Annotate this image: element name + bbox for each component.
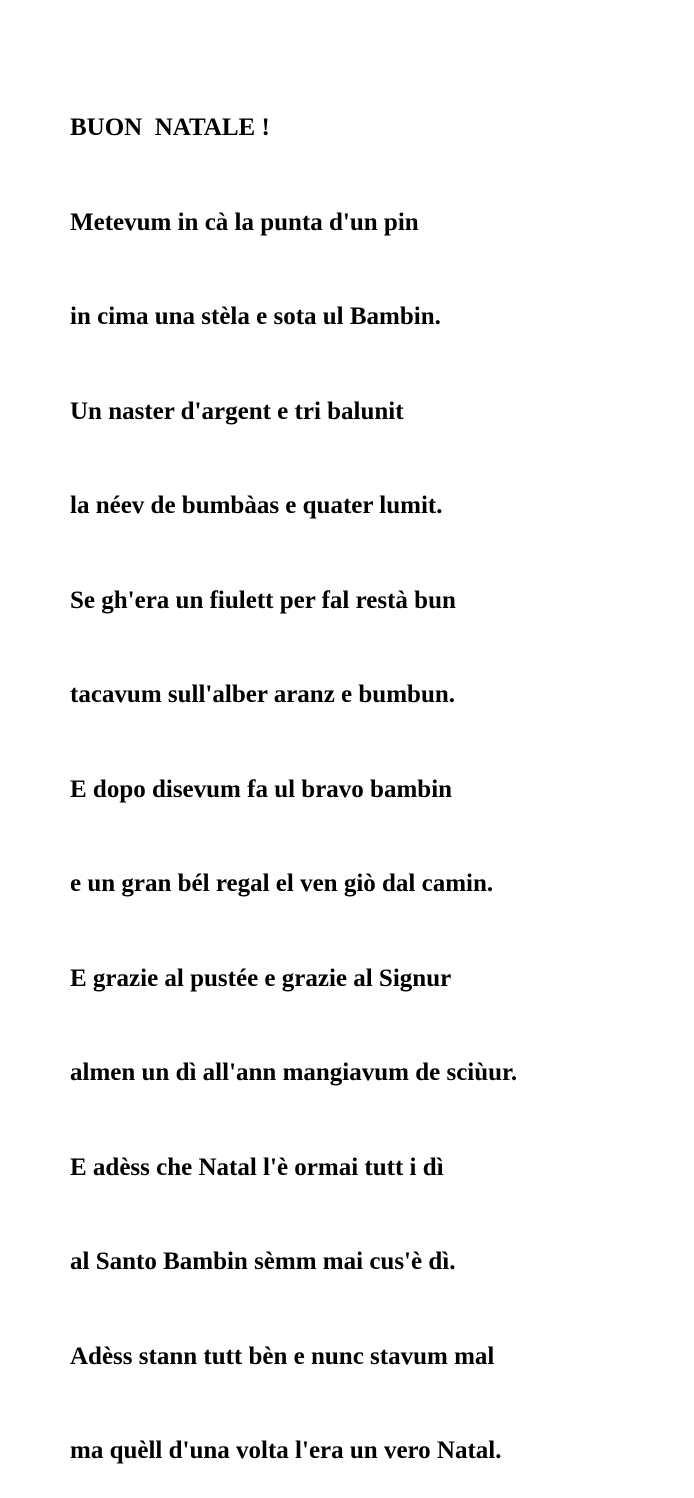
poem-line-7: E dopo disevum fa ul bravo bambin	[70, 775, 453, 803]
poem-line-14: ma quèll d'una volta l'era un vero Natal.	[70, 1437, 502, 1464]
poem-line-8: e un gran bél regal el ven giò dal camin.	[70, 870, 494, 897]
poem-line-11: E adèss che Natal l'è ormai tutt i dì	[70, 1153, 444, 1181]
poem-line-10: almen un dì all'ann mangiavum de sciùur.	[70, 1059, 518, 1086]
poem-line-13: Adèss stann tutt bèn e nunc stavum mal	[70, 1342, 495, 1370]
poem-text	[70, 49, 517, 1498]
poem-line-4: la néev de bumbàas e quater lumit.	[70, 492, 443, 519]
poem-line-6: tacavum sull'alber aranz e bumbun.	[70, 681, 455, 708]
poem-title: BUON NATALE !	[70, 114, 270, 141]
poem-line-5: Se gh'era un fiulett per fal restà bun	[70, 586, 456, 614]
poem-line-9: E grazie al pustée e grazie al Signur	[70, 964, 452, 992]
poem-line-12: al Santo Bambin sèmm mai cus'è dì.	[70, 1248, 456, 1275]
poem-line-3: Un naster d'argent e tri balunit	[70, 397, 404, 425]
poem-line-1: Metevum in cà la punta d'un pin	[70, 208, 419, 236]
poem-line-2: in cima una stèla e sota ul Bambin.	[70, 303, 441, 330]
